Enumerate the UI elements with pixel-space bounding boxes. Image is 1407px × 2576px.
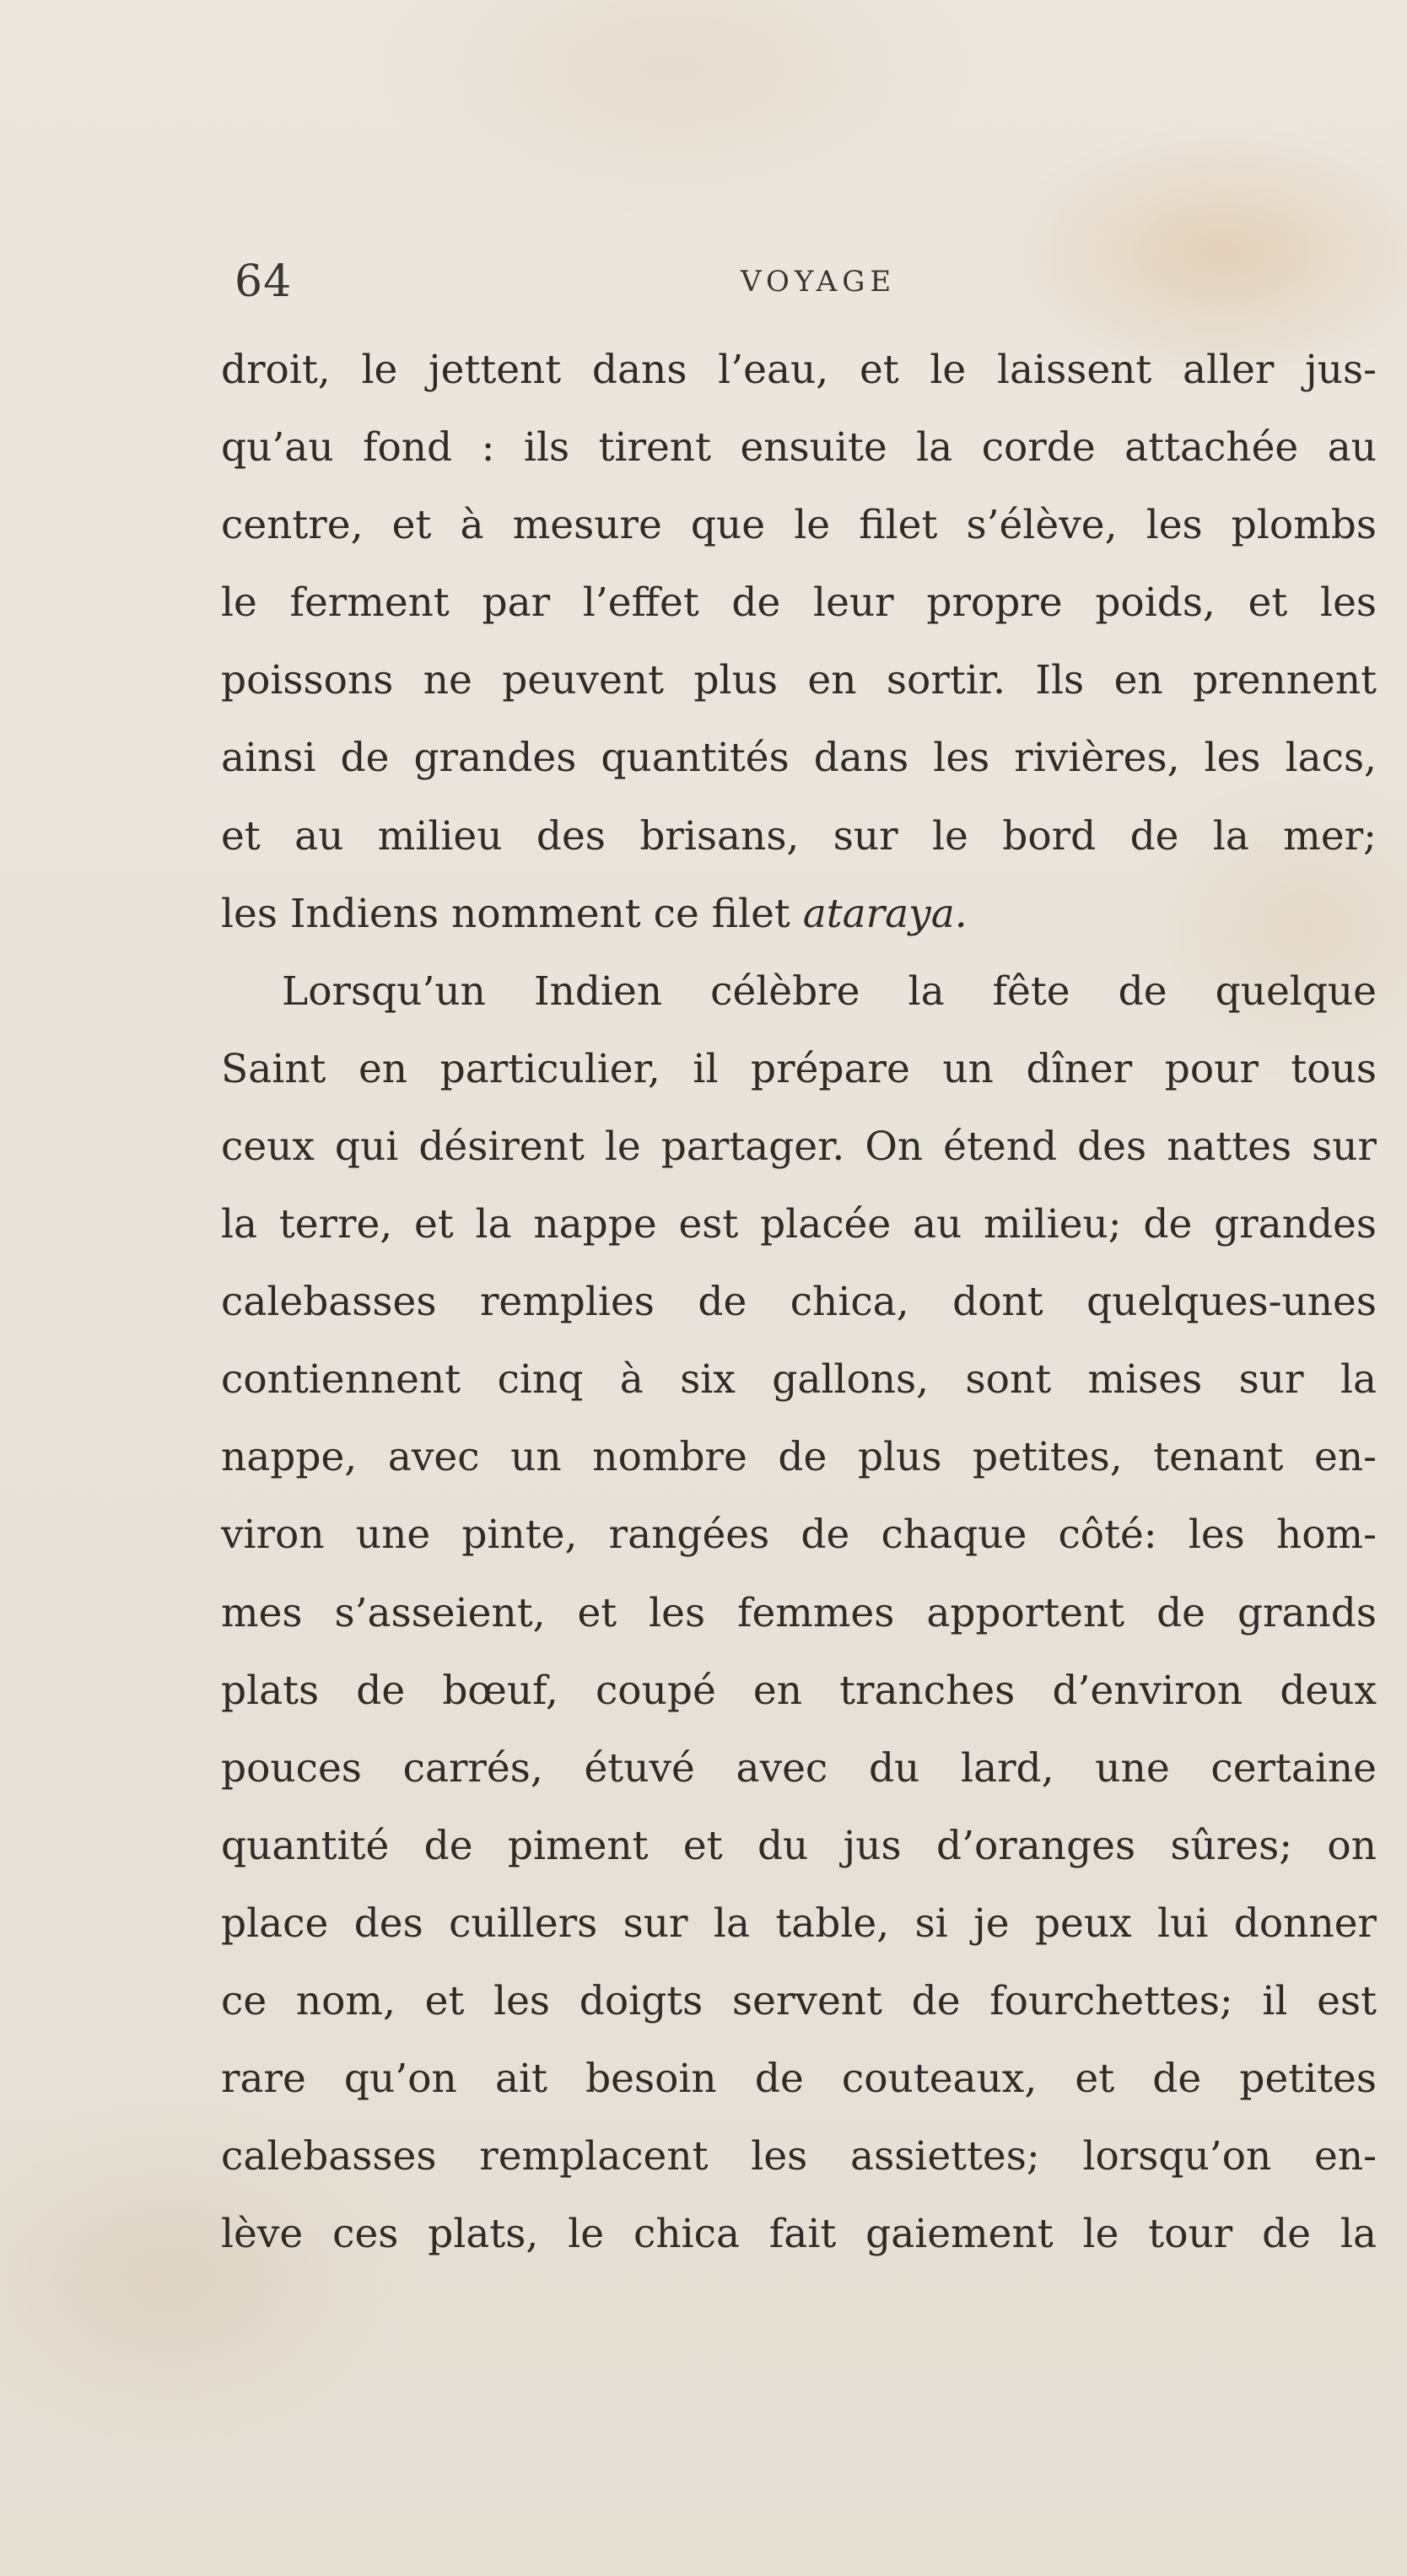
text-line: quantité de piment et du jus d’oranges sûres; on [221, 1822, 1377, 1869]
text-line: calebasses remplacent les assiettes; lorsqu’on en- [221, 2133, 1377, 2180]
text-line: plats de bœuf, coupé en tranches d’environ deux [221, 1667, 1377, 1714]
text-line: ceux qui désirent le partager. On étend des nattes sur [221, 1123, 1377, 1170]
text-line: ainsi de grandes quantités dans les rivières, les lacs, [221, 735, 1377, 782]
text-line: ce nom, et les doigts servent de fourchettes; il est [221, 1977, 1377, 2024]
paragraph [221, 331, 1377, 953]
text-line: centre, et à mesure que le filet s’élève, les plombs [221, 502, 1377, 549]
text-line: Lorsqu’un Indien célèbre la fête de quelque [282, 967, 1377, 1015]
italic-word: ataraya. [802, 890, 968, 937]
text-line: Saint en particulier, il prépare un dîner pour tous [221, 1045, 1377, 1092]
text-line [221, 876, 1377, 953]
text-line: nappe, avec un nombre de plus petites, tenant en- [221, 1434, 1377, 1481]
text-line: lève ces plats, le chica fait gaiement le tour de la [221, 2211, 1377, 2258]
page-number: 64 [234, 256, 293, 307]
text-line: qu’au fond : ils tirent ensuite la corde attachée au [221, 424, 1377, 472]
text-line: calebasses remplies de chica, dont quelques-unes [221, 1279, 1377, 1326]
text-line: la terre, et la nappe est placée au milieu; de grandes [221, 1201, 1377, 1248]
text-line: le ferment par l’effet de leur propre poids, et les [221, 579, 1377, 627]
text-line: pouces carrés, étuvé avec du lard, une certaine [221, 1744, 1377, 1792]
body-text [221, 331, 1377, 2273]
text-line: droit, le jettent dans l’eau, et le laissent aller jus- [221, 347, 1377, 393]
text-line: poissons ne peuvent plus en sortir. Ils en prennent [221, 657, 1377, 704]
running-head: VOYAGE [741, 265, 897, 299]
text-line: place des cuillers sur la table, si je peux lui donner [221, 1900, 1377, 1947]
page-header [234, 248, 1341, 315]
text-fragment: les Indiens nomment ce filet [221, 890, 790, 937]
text-line: contiennent cinq à six gallons, sont mises sur la [221, 1356, 1377, 1404]
text-line: mes s’asseient, et les femmes apportent de grands [221, 1589, 1377, 1636]
text-line: et au milieu des brisans, sur le bord de la mer; [221, 812, 1377, 860]
paragraph [221, 953, 1377, 2274]
text-line: viron une pinte, rangées de chaque côté: les hom- [221, 1512, 1377, 1559]
text-line: rare qu’on ait besoin de couteaux, et de petites [221, 2056, 1377, 2103]
